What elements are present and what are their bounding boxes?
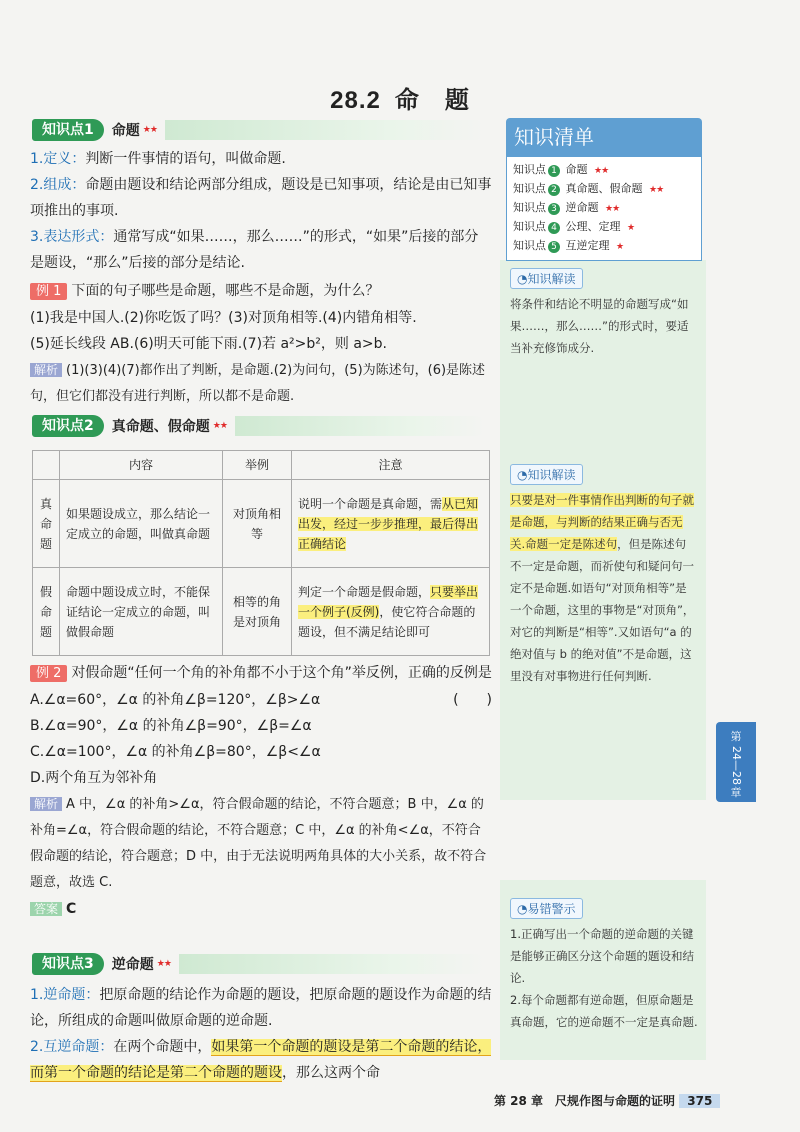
star-icon: ★★	[605, 204, 620, 214]
table-row	[33, 480, 490, 568]
list-num: 1	[548, 165, 560, 177]
row-head: 假命题	[33, 568, 60, 656]
kp3-body	[30, 982, 492, 1086]
example-line: (1)我是中国人.(2)你吃饭了吗？(3)对顶角相等.(4)内错角相等.	[30, 310, 417, 326]
note-text: 说明一个命题是真命题，需	[298, 496, 443, 511]
table-header-cell: 注意	[292, 451, 490, 480]
kp3-item-2	[30, 1034, 492, 1086]
note-highlight: 只要是对一件事情作出判断的句子就是命题，与判断的结果正确与否无关.命题一定是陈述句	[510, 493, 694, 551]
note-text: ，使它符合命题的题设，但不满足结论即可	[298, 604, 476, 639]
sidebar-list-item	[513, 237, 695, 256]
answer-paren: ( )	[453, 692, 492, 708]
footer-chapter: 第 28 章 尺规作图与命题的证明	[494, 1094, 676, 1108]
kp1-item-label: 2.组成：	[30, 177, 86, 193]
list-num: 5	[548, 241, 560, 253]
kp2-table	[32, 450, 490, 656]
chapter-tab-text: 第	[730, 730, 742, 743]
kp2-header	[32, 414, 486, 438]
sidebar-list-item	[513, 199, 695, 218]
star-icon: ★★	[156, 959, 171, 969]
kp1-tag: 知识点1	[32, 119, 104, 141]
kp1-item-1	[30, 146, 492, 172]
note-tag	[510, 464, 583, 485]
page-title	[0, 80, 800, 115]
kp3-title: 逆命题	[111, 957, 154, 973]
note-body: ，但是陈述句不一定是命题，而祈使句和疑问句一定不是命题.如语句“对顶角相等”是一个命题，这里的事物是“对顶角”，对它的判断是“相等”.又如语句“a 的绝对值与 b 的绝对值”不是命题，这里没有对事物进行任何判断.	[510, 537, 695, 683]
table-header-cell	[33, 451, 60, 480]
note-tag-label: 易错警示	[527, 902, 576, 916]
note-icon: ◔	[517, 272, 528, 286]
sidebar-header: 知识清单	[506, 118, 702, 156]
row-note	[292, 568, 490, 656]
list-num: 3	[548, 203, 560, 215]
example-question: 对假命题“任何一个角的补角都不小于这个角”举反例，正确的反例是	[71, 665, 492, 681]
answer-value: C	[66, 901, 77, 917]
warning-item: 1.正确写出一个命题的逆命题的关键是能够正确区分这个命题的题设和结论.	[510, 927, 694, 985]
chapter-tab-text: 章	[730, 786, 742, 799]
kp3-item-text: 把原命题的结论作为命题的题设，把原命题的题设作为命题的结论，所组成的命题叫做原命题的逆命题.	[30, 987, 492, 1029]
kp3-bar	[179, 954, 486, 974]
list-prefix: 知识点	[513, 182, 546, 195]
page-number: 375	[679, 1094, 720, 1108]
kp1-item-label: 3.表达形式：	[30, 229, 114, 245]
note-text: 将条件和结论不明显的命题写成“如果……，那么……”的形式时，要适当补充修饰成分.	[510, 297, 689, 355]
kp1-item-text: 命题由题设和结论两部分组成，题设是已知事项，结论是由已知事项推出的事项.	[30, 177, 492, 219]
kp3-item-label: 1.逆命题：	[30, 987, 100, 1003]
kp3-item-label: 2.互逆命题：	[30, 1039, 114, 1055]
note-tag-label: 知识解读	[527, 272, 576, 286]
kp1-item-2	[30, 172, 492, 224]
kp1-item-text: 通常写成“如果……，那么……”的形式，“如果”后接的部分是题设，“那么”后接的部分是结论.	[30, 229, 479, 271]
warning-icon: ◔	[517, 902, 528, 916]
section-title: 命 题	[394, 86, 470, 114]
row-note	[292, 480, 490, 568]
row-example: 相等的角是对顶角	[223, 568, 292, 656]
example-tag: 例 2	[30, 665, 67, 682]
example2-analysis	[30, 791, 492, 896]
note-highlight: 从已知出发，经过一步步推理，最后得出正确结论	[298, 496, 479, 551]
note-text	[510, 489, 696, 687]
note-tag	[510, 268, 583, 289]
row-content: 如果题设成立，那么结论一定成立的命题，叫做真命题	[60, 480, 223, 568]
sidebar-note-3	[510, 898, 698, 1033]
list-name: 命题	[565, 163, 588, 176]
list-num: 4	[548, 222, 560, 234]
sidebar-list-item	[513, 180, 695, 199]
chapter-tab-text: 24—28	[730, 745, 743, 785]
chapter-tab	[716, 722, 756, 802]
example-analysis	[30, 357, 492, 410]
list-prefix: 知识点	[513, 163, 546, 176]
kp2-tag: 知识点2	[32, 415, 104, 437]
option-a: A.∠α=60°，∠α 的补角∠β=120°，∠β>∠α	[30, 692, 321, 708]
row-head: 真命题	[33, 480, 60, 568]
example-tag: 例 1	[30, 283, 67, 300]
list-num: 2	[548, 184, 560, 196]
page-footer	[494, 1092, 720, 1114]
kp3-highlight: 如果第一个命题的题设是第二个命题的结论，而第一个命题的结论是第二个命题的题设	[30, 1039, 492, 1081]
star-icon: ★★	[212, 421, 227, 431]
list-name: 逆命题	[565, 201, 599, 214]
option-c: C.∠α=100°，∠α 的补角∠β=80°，∠β<∠α	[30, 744, 321, 760]
kp1-body	[30, 146, 492, 410]
kp3-item-text: ，那么这两个命	[282, 1065, 380, 1081]
kp1-title: 命题	[111, 123, 140, 139]
row-example: 对顶角相等	[223, 480, 292, 568]
kp3-item-text: 在两个命题中，	[113, 1039, 212, 1055]
example-line: (5)延长线段 AB.(6)明天可能下雨.(7)若 a²>b²，则 a>b.	[30, 336, 387, 352]
table-header-row	[33, 451, 490, 480]
star-icon: ★★	[594, 166, 609, 176]
kp3-item-1	[30, 982, 492, 1034]
kp1-bar	[165, 120, 486, 140]
example-question: 下面的句子哪些是命题，哪些不是命题，为什么？	[71, 283, 380, 299]
kp1-item-3	[30, 224, 492, 276]
analysis-tag: 解析	[30, 363, 62, 377]
sidebar-note-1	[510, 268, 696, 359]
list-name: 公理、定理	[565, 220, 621, 233]
table-row	[33, 568, 490, 656]
kp2-title: 真命题、假命题	[111, 419, 210, 435]
note-text: 判定一个命题是假命题，	[298, 584, 431, 599]
note-highlight: 只要举出一个例子(反例)	[298, 584, 479, 619]
list-name: 互逆定理	[565, 239, 610, 252]
kp1-item-text: 判断一件事情的语句，叫做命题.	[85, 151, 286, 167]
example-1	[30, 278, 492, 305]
star-icon: ★★	[649, 185, 664, 195]
section-number: 28.2	[330, 87, 381, 114]
option-d: D.两个角互为邻补角	[30, 770, 158, 786]
example2-answer	[30, 896, 492, 922]
row-content: 命题中题设成立时，不能保证结论一定成立的命题，叫做假命题	[60, 568, 223, 656]
star-icon: ★★	[142, 125, 157, 135]
list-prefix: 知识点	[513, 201, 546, 214]
list-prefix: 知识点	[513, 220, 546, 233]
star-icon: ★	[627, 223, 635, 233]
analysis-text: (1)(3)(4)(7)都作出了判断，是命题.(2)为问句，(5)为陈述句，(6)是陈述句，但它们都没有进行判断，所以都不是命题.	[30, 363, 486, 404]
star-icon: ★	[616, 242, 624, 252]
warning-item: 2.每个命题都有逆命题，但原命题是真命题，它的逆命题不一定是真命题.	[510, 993, 698, 1029]
kp2-bar	[235, 416, 486, 436]
table-header-cell: 内容	[60, 451, 223, 480]
example-2	[30, 660, 492, 922]
kp1-item-label: 1.定义：	[30, 151, 86, 167]
list-prefix: 知识点	[513, 239, 546, 252]
option-b: B.∠α=90°，∠α 的补角∠β=90°，∠β=∠α	[30, 718, 312, 734]
kp3-tag: 知识点3	[32, 953, 104, 975]
analysis-tag: 解析	[30, 797, 62, 811]
sidebar-list-item	[513, 218, 695, 237]
sidebar-list	[506, 156, 702, 261]
list-name: 真命题、假命题	[565, 182, 643, 195]
answer-tag: 答案	[30, 902, 62, 916]
note-tag	[510, 898, 583, 919]
kp1-header	[32, 118, 486, 142]
table-header-cell: 举例	[223, 451, 292, 480]
sidebar-list-item	[513, 161, 695, 180]
sidebar-note-2	[510, 464, 696, 687]
kp2-table-wrap	[32, 450, 490, 656]
kp3-header	[32, 952, 486, 976]
note-icon: ◔	[517, 468, 528, 482]
analysis-text: A 中，∠α 的补角>∠α，符合假命题的结论，不符合题意；B 中，∠α 的补角=∠α，符合假命题的结论，不符合题意；C 中，∠α 的补角<∠α，不符合假命题的结论，符合题意；D 中，由于无法说明两角具体的大小关系，故不符合题意，故选 C.	[30, 797, 487, 890]
note-tag-label: 知识解读	[527, 468, 576, 482]
